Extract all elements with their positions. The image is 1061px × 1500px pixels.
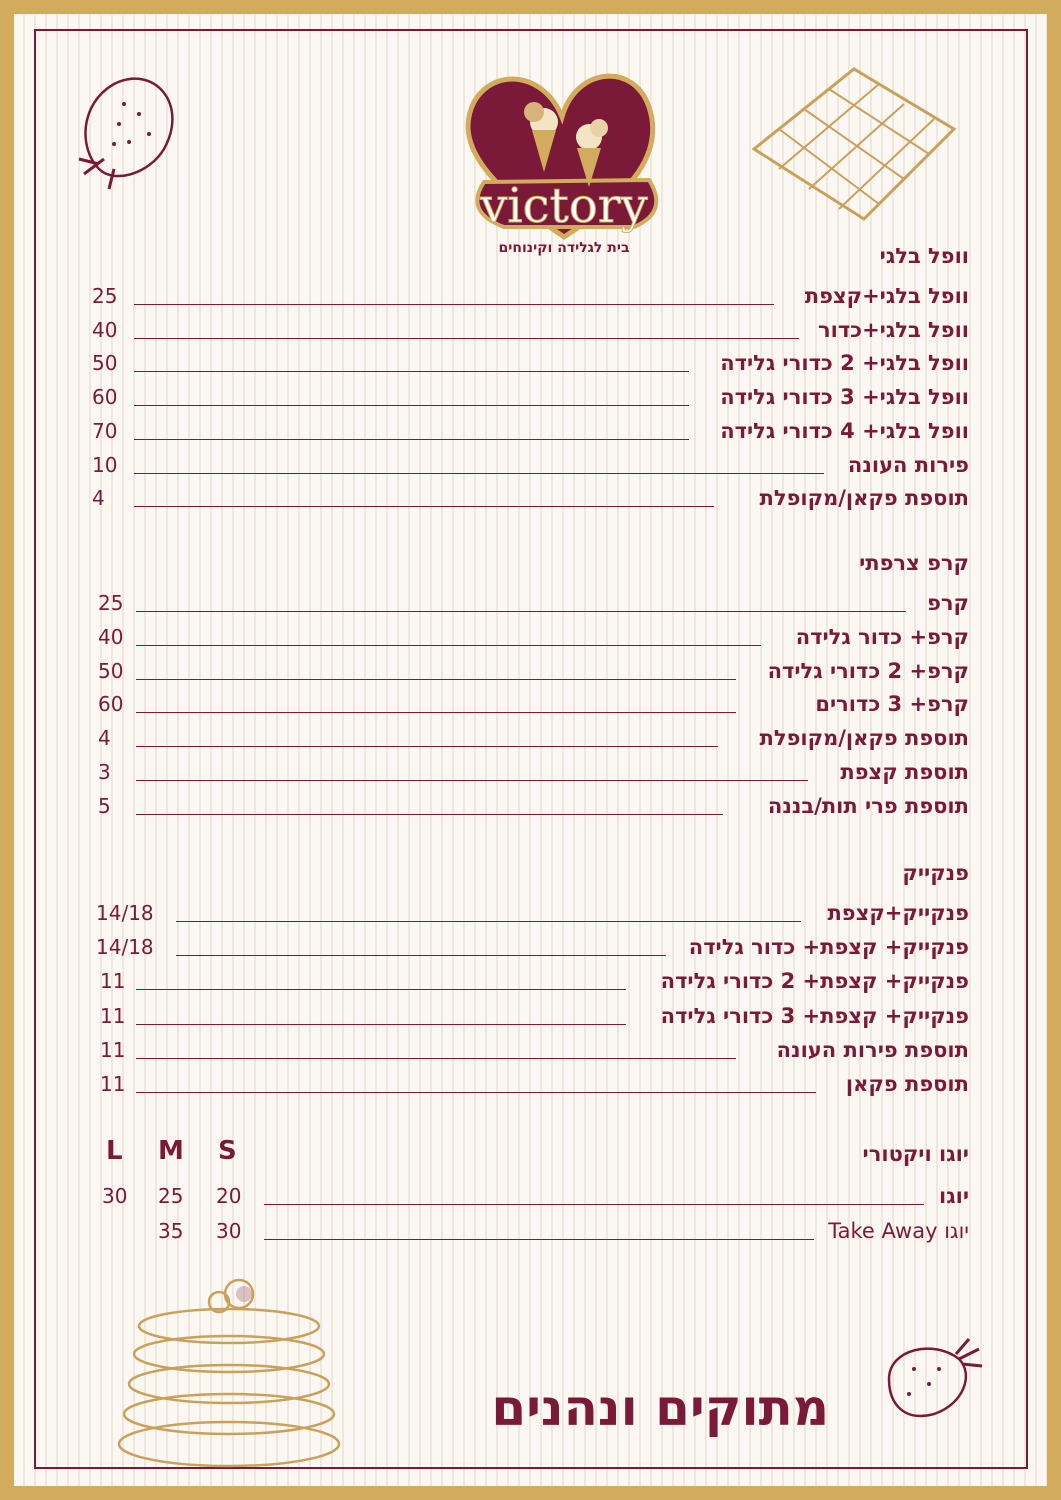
leader-line [136,1024,626,1025]
leader-line [136,1058,736,1059]
leader-line [136,746,718,747]
item-name: קרפ+ 2 כדורי גלידה [767,658,969,683]
brand-logo [444,62,684,272]
item-price: 14/18 [96,935,154,960]
item-name: פנקייק+קצפת [827,901,969,925]
item-price: 4 [98,726,111,751]
leader-line [134,473,824,474]
leader-line [136,780,808,781]
size-header-s: S [218,1136,237,1166]
item-price: 40 [98,624,124,649]
item-name: פנקייק+ קצפת+ 2 כדורי גלידה [660,969,969,994]
size-header-l: L [106,1136,123,1166]
menu-item-row [14,1004,1047,1034]
section-title-waffle: וופל בלגי [879,244,969,268]
item-name: תוספת קצפת [840,760,969,784]
leader-line [264,1239,814,1240]
item-name: יוגו Take Away [828,1219,969,1243]
item-price: 10 [92,452,118,477]
waffle-icon [744,59,964,229]
item-price: 50 [92,351,118,376]
item-price: 11 [100,1037,126,1062]
menu-item-row [14,969,1047,999]
leader-line [134,338,799,339]
menu-item-row [14,591,1047,621]
item-name: קרפ [927,591,969,615]
section-title-yogo: יוגו ויקטורי [862,1142,969,1166]
item-price: 25 [98,591,124,615]
leader-line [134,304,774,305]
brand-tagline: בית לגלידה וקינוחים [498,240,630,256]
item-price: 40 [92,317,118,342]
yogo-row [14,1184,1047,1214]
menu-item-row [14,1072,1047,1102]
leader-line [176,955,666,956]
menu-item-row [14,794,1047,824]
item-name: תוספת פקאן/מקופלת [759,486,969,511]
leader-line [136,712,736,713]
leader-line [136,679,736,680]
menu-item-row [14,351,1047,381]
item-price: 14/18 [96,901,154,925]
leader-line [134,405,689,406]
slogan: מתוקים ונהנים [491,1379,829,1437]
menu-item-row [14,659,1047,689]
size-header-m: M [158,1136,184,1166]
menu-item-row [14,625,1047,655]
item-price: 70 [92,418,118,443]
item-name: וופל בלגי+ 4 כדורי גלידה [720,418,969,443]
price-s: 30 [216,1219,242,1243]
menu-item-row [14,419,1047,449]
pancake-stack-icon [69,1274,389,1474]
item-name: תוספת פרי תות/בננה [767,793,969,818]
heart-logo-icon [444,62,684,242]
item-name: תוספת פקאן [845,1072,969,1096]
menu-item-row [14,453,1047,483]
item-name: פנקייק+ קצפת+ 3 כדורי גלידה [660,1003,969,1028]
leader-line [134,439,689,440]
price-m: 25 [158,1184,184,1208]
item-name: וופל בלגי+ 2 כדורי גלידה [720,351,969,376]
item-price: 60 [92,385,118,410]
leader-line [136,611,906,612]
yogo-row [14,1219,1047,1249]
item-price: 5 [98,793,111,818]
strawberry-small-icon [874,1334,984,1424]
item-price: 25 [92,284,118,308]
item-name: וופל בלגי+כדור [817,317,969,342]
menu-item-row [14,318,1047,348]
leader-line [264,1204,924,1205]
item-price: 4 [92,486,105,511]
leader-line [134,506,714,507]
price-m: 35 [158,1219,184,1243]
leader-line [134,371,689,372]
strawberry-icon [74,64,194,194]
menu-item-row [14,385,1047,415]
leader-line [136,989,626,990]
menu-item-row [14,284,1047,314]
item-name: וופל בלגי+קצפת [804,284,969,308]
item-name: וופל בלגי+ 3 כדורי גלידה [720,385,969,410]
item-price: 11 [100,1003,126,1028]
brand-name: victory [480,178,648,234]
item-name: פנקייק+ קצפת+ כדור גלידה [688,935,969,960]
menu-item-row [14,1038,1047,1068]
item-price: 11 [100,1072,126,1096]
item-price: 60 [98,692,124,717]
price-s: 20 [216,1184,242,1208]
section-title-pancake: פנקייק [902,861,969,885]
item-price: 11 [100,969,126,994]
item-name: יוגו [939,1184,969,1208]
item-price: 3 [98,760,111,784]
leader-line [136,645,761,646]
item-name: פירות העונה [847,452,969,477]
menu-item-row [14,486,1047,516]
item-name: קרפ+ כדור גלידה [795,624,969,649]
menu-item-row [14,692,1047,722]
price-l: 30 [102,1184,128,1208]
menu-item-row [14,901,1047,931]
item-name: תוספת פקאן/מקופלת [759,726,969,751]
item-name: קרפ+ 3 כדורים [815,692,969,717]
leader-line [176,921,801,922]
item-name: תוספת פירות העונה [776,1037,969,1062]
menu-item-row [14,760,1047,790]
item-price: 50 [98,658,124,683]
menu-item-row [14,726,1047,756]
section-title-crepe: קרפ צרפתי [859,551,969,575]
menu-page [14,14,1047,1486]
leader-line [136,814,723,815]
menu-item-row [14,935,1047,965]
leader-line [136,1092,816,1093]
